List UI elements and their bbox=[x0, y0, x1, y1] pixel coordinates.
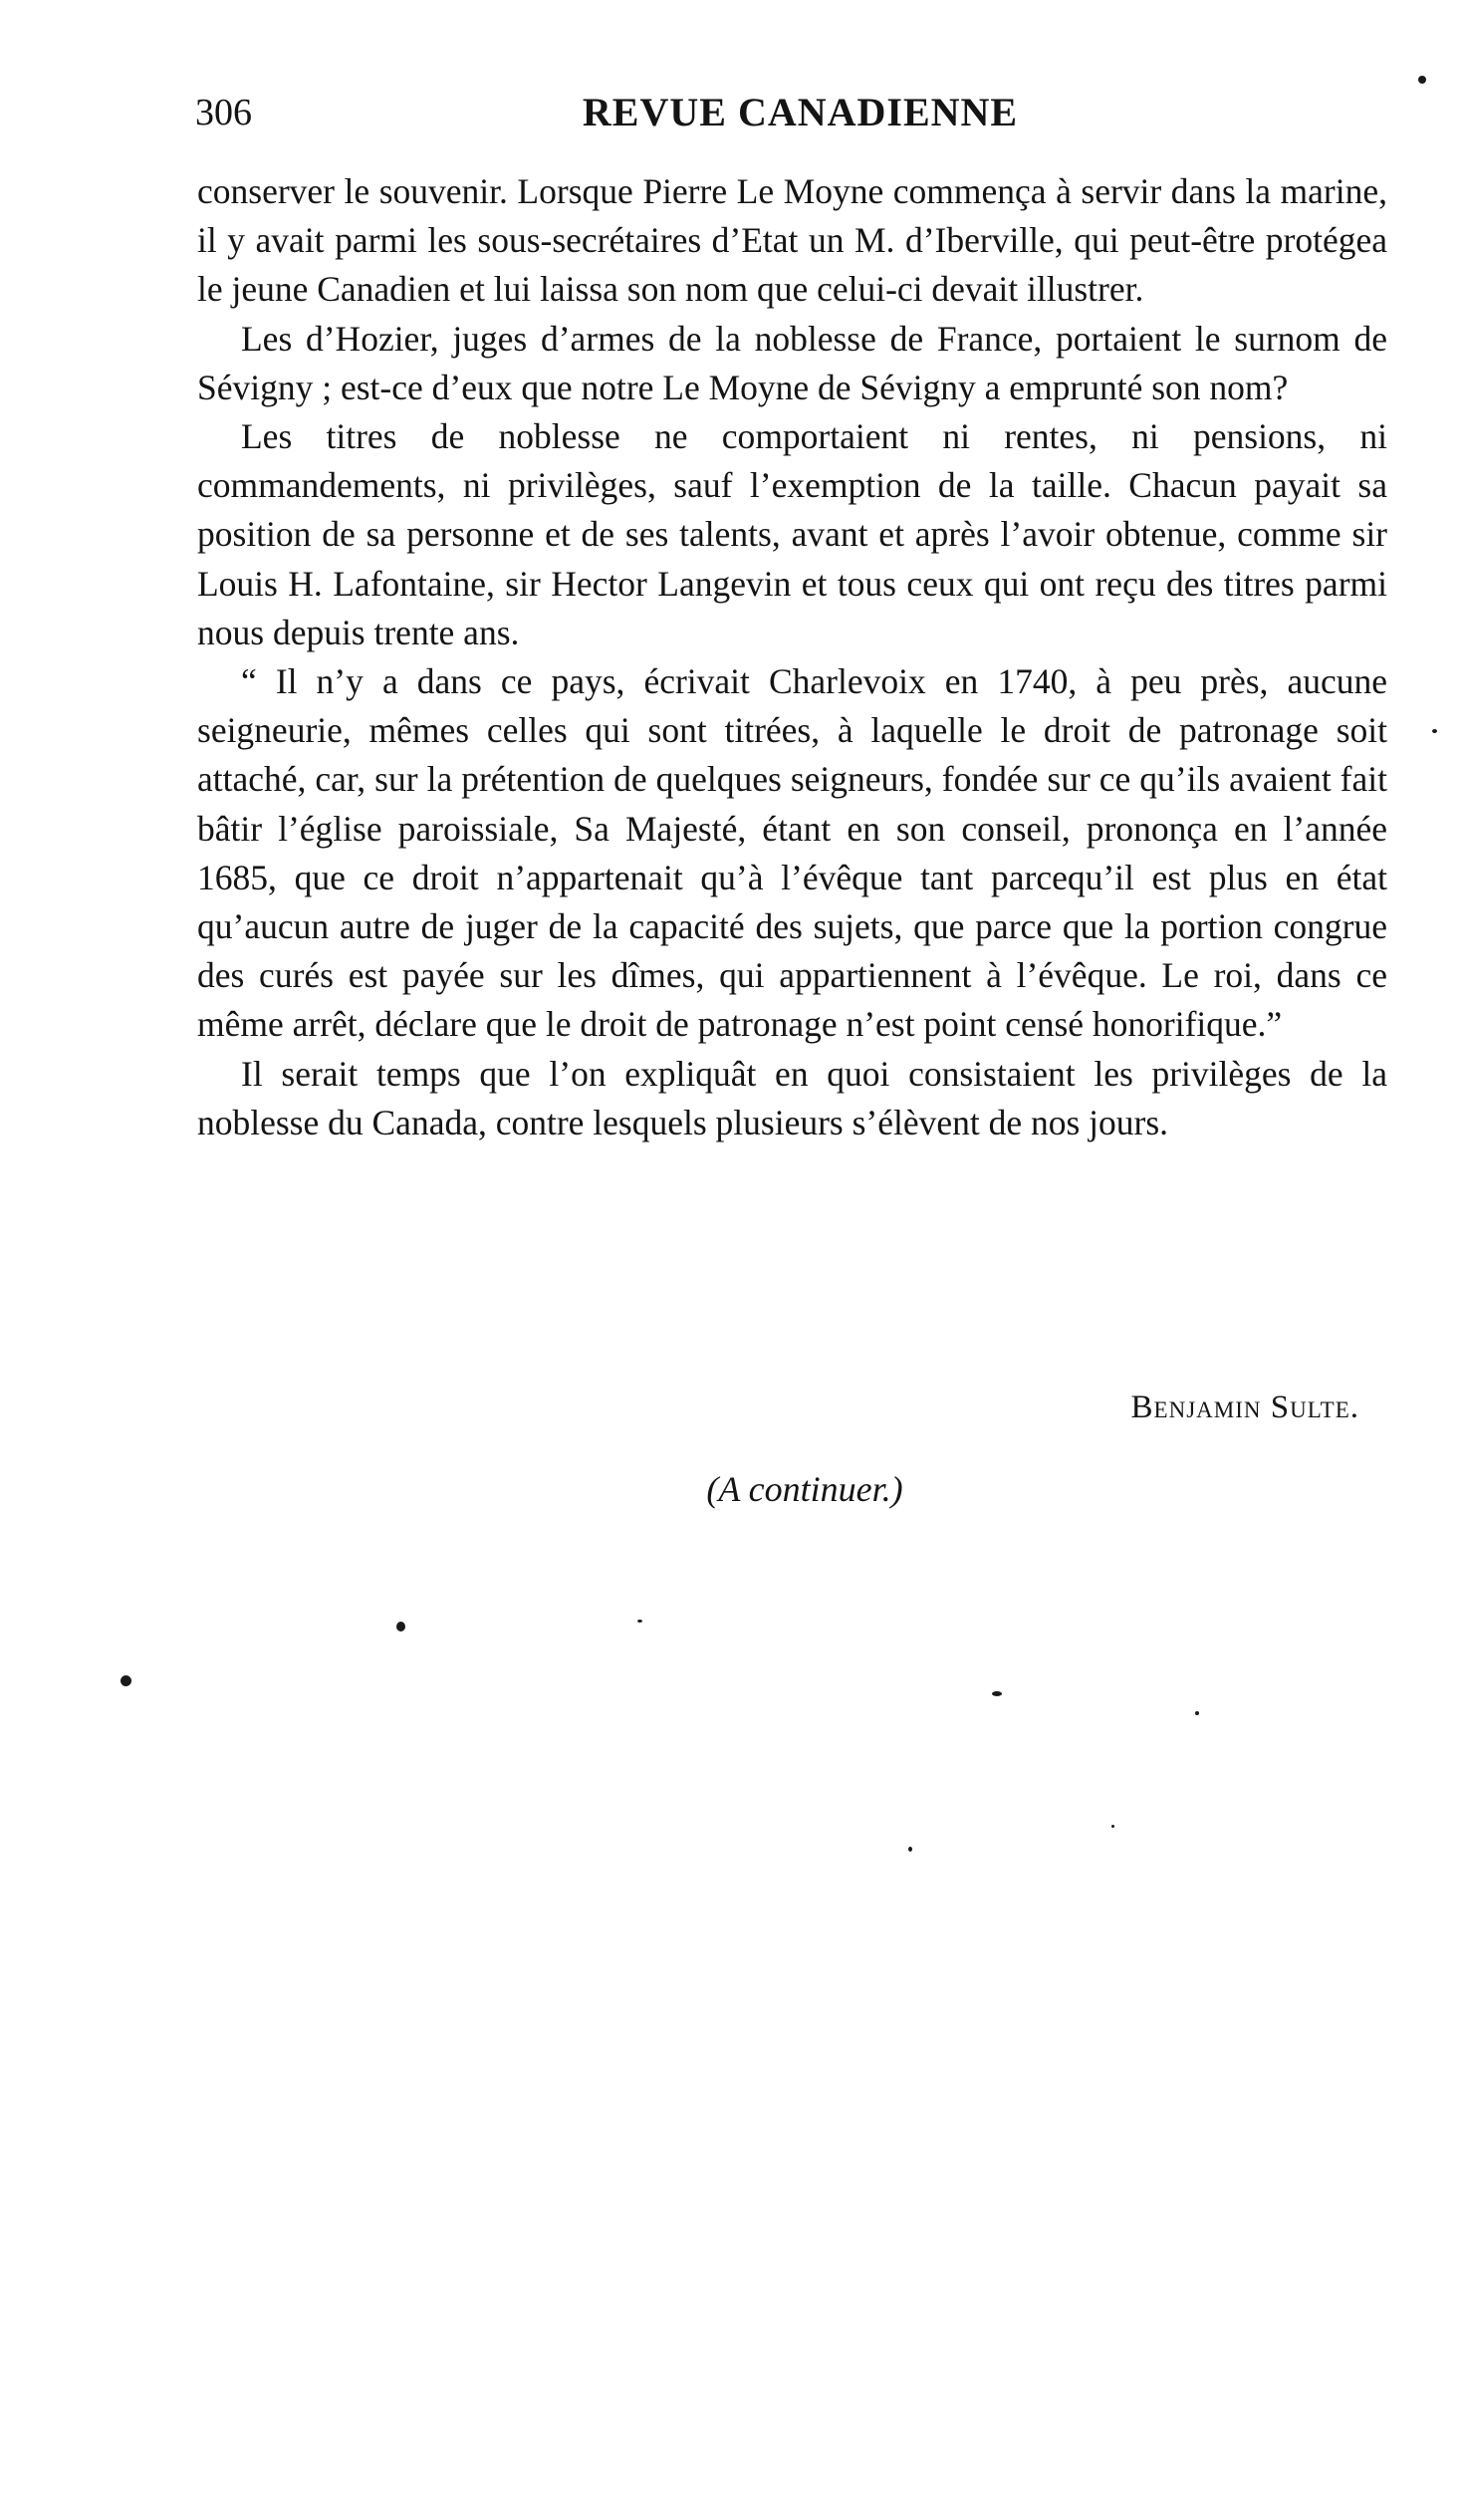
scan-speck bbox=[908, 1847, 912, 1852]
scan-speck bbox=[992, 1691, 1002, 1696]
journal-title: REVUE CANADIENNE bbox=[582, 90, 1019, 134]
page-number: 306 bbox=[195, 92, 252, 133]
paragraph-titres-noblesse: Les titres de noblesse ne comportaient ni rentes, ni pensions, ni commandements, ni privilèges, sauf l’exemption de la taille. Chacun payait sa position de sa personne et de ses talents, avant et après l’avoir obtenue, comme sir Louis H. Lafontaine, sir Hector Langevin et tous ceux qui ont reçu des titres parmi nous depuis trente ans. bbox=[197, 416, 1387, 652]
scan-speck bbox=[396, 1622, 405, 1632]
scan-speck bbox=[1111, 1825, 1114, 1828]
paragraph-conclusion: Il serait temps que l’on expliquât en quoi consistaient les privilèges de la noblesse du Canada, contre lesquels plusieurs s’élèvent de nos jours. bbox=[197, 1053, 1387, 1142]
scan-speck bbox=[637, 1620, 642, 1623]
author-signature: Benjamin Sulte. bbox=[1130, 1389, 1359, 1425]
scan-speck bbox=[1432, 729, 1437, 733]
paragraph-dhozier: Les d’Hozier, juges d’armes de la noblesse de France, portaient le surnom de Sévigny ; est-ce d’eux que notre Le Moyne de Sévigny a emprunté son nom? bbox=[197, 318, 1387, 407]
paragraph-charlevoix-quote: “ Il n’y a dans ce pays, écrivait Charlevoix en 1740, à peu près, aucune seigneurie, mêmes celles qui sont titrées, à laquelle le droit de patronage soit attaché, car, sur la prétention de quelques seigneurs, fondée sur ce qu’ils avaient fait bâtir l’église paroissiale, Sa Majesté, étant en son conseil, prononça en l’année 1685, que ce droit n’appartenait qu’à l’évêque tant parcequ’il est plus en état qu’aucun autre de juger de la capacité des sujets, que parce que la portion congrue des curés est payée sur les dîmes, qui appartiennent à l’évêque. Le roi, dans ce même arrêt, déclare que le droit de patronage n’est point censé honorifique.” bbox=[197, 661, 1387, 1045]
article-text bbox=[197, 167, 1387, 1147]
continuation-note: (A continuer.) bbox=[706, 1469, 903, 1509]
scan-speck bbox=[121, 1675, 131, 1686]
paragraph-continued: conserver le souvenir. Lorsque Pierre Le Moyne commença à servir dans la marine, il y avait parmi les sous-secrétaires d’Etat un M. d’Iberville, qui peut-être protégea le jeune Canadien et lui laissa son nom que celui-ci devait illustrer. bbox=[197, 171, 1387, 310]
scan-speck bbox=[1195, 1711, 1199, 1715]
running-head bbox=[195, 88, 1385, 137]
scan-speck bbox=[1418, 76, 1426, 84]
